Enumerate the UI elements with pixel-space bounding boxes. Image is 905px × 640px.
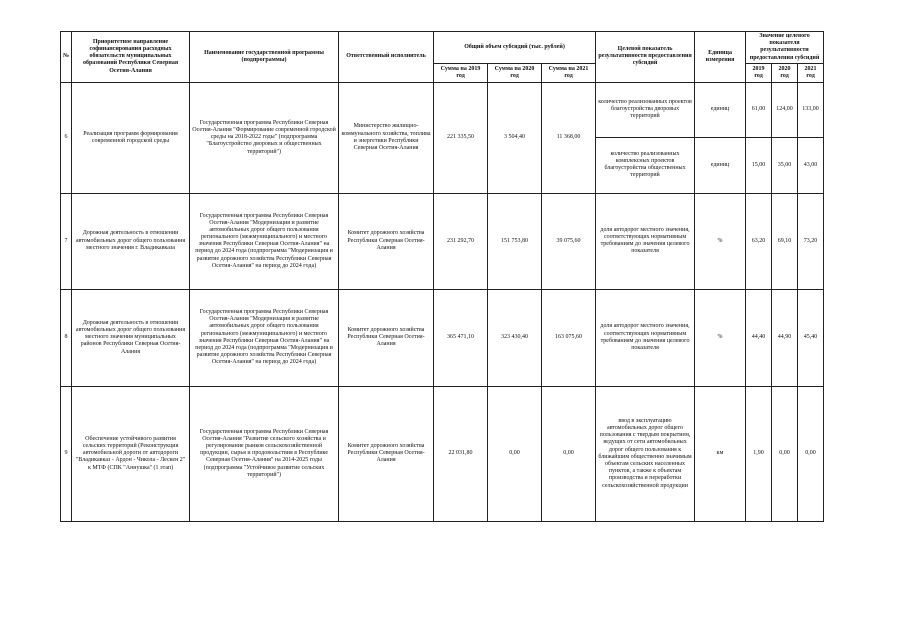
header-y2020: 2020 год — [772, 63, 798, 82]
row-program: Государственная программа Республики Северная Осетия-Алания "Модернизация и развитие автомобильных дорог общего пользования регионального (межмуниципального) и местного значения Республики Северная Осетия-Алания" на период до 2024 года (подпрограмма "Модернизация и развитие дорожного хозяйства Республики Северная Осетия-Алания" на период до 2024 года) — [190, 193, 339, 289]
row-program: Государственная программа Республики Северная Осетия-Алания "Модернизация и развитие автомобильных дорог общего пользования регионального (межмуниципального) и местного значения Республики Северная Осетия-Алания" на период до 2024 года (подпрограмма "Модернизация и развитие дорожного хозяйства Республики Северная Осетия-Алания" на период до 2024 года) — [190, 289, 339, 386]
row-unit: % — [695, 193, 746, 289]
row-sum2019: 22 031,80 — [434, 386, 488, 521]
row-executor: Комитет дорожного хозяйства Республики Северная Осетия-Алания — [339, 193, 434, 289]
row-v2019: 63,20 — [746, 193, 772, 289]
header-indicator: Целевой показатель результативности предоставления субсидий — [596, 32, 695, 83]
row-program: Государственная программа Республики Северная Осетия-Алания "Формирование современной городской среды на 2018-2022 годы" (подпрограмма "Благоустройство дворовых и общественных территорий") — [190, 82, 339, 193]
table-row — [61, 82, 824, 137]
row-sum2021: 11 368,00 — [542, 82, 596, 193]
row-v2021: 43,00 — [798, 137, 824, 193]
row-program: Государственная программа Республики Северная Осетия-Алания "Развитие сельского хозяйства и регулирование рынков сельскохозяйственной продукции, сырья и продовольствия в Республике Северная Осетия-Алания" на 2014-2025 годы (подпрограмма "Устойчивое развитие сельских территорий") — [190, 386, 339, 521]
row-executor: Комитет дорожного хозяйства Республики Северная Осетия-Алания — [339, 386, 434, 521]
row-sum2021: 0,00 — [542, 386, 596, 521]
row-indicator: доля автодорог местного значения, соответствующих нормативным требованиям до значения целевого показателя — [596, 193, 695, 289]
header-direction: Приоритетное направление софинансирования расходных обязательств муниципальных образований Республики Северная Осетия-Алания — [72, 32, 190, 83]
row-v2019: 61,00 — [746, 82, 772, 137]
header-y2019: 2019 год — [746, 63, 772, 82]
row-unit: % — [695, 289, 746, 386]
row-num: 9 — [61, 386, 72, 521]
row-direction: Реализация программ формирования современной городской среды — [72, 82, 190, 193]
row-v2019: 44,40 — [746, 289, 772, 386]
row-v2021: 133,00 — [798, 82, 824, 137]
row-unit: единиц — [695, 82, 746, 137]
subsidy-table — [60, 31, 824, 522]
row-num: 8 — [61, 289, 72, 386]
row-direction: Дорожная деятельность в отношении автомобильных дорог общего пользования местного значения муниципальных районов Республики Северная Осетия-Алания — [72, 289, 190, 386]
row-v2020: 69,10 — [772, 193, 798, 289]
row-executor: Министерство жилищно-коммунального хозяйства, топлива и энергетики Республики Северная Осетия-Алания — [339, 82, 434, 193]
row-unit: единиц — [695, 137, 746, 193]
row-direction: Дорожная деятельность в отношении автомобильных дорог общего пользования местного значения г. Владикавказа — [72, 193, 190, 289]
header-executor: Ответственный исполнитель — [339, 32, 434, 83]
row-indicator: доля автодорог местного значения, соответствующих нормативным требованиям до значения целевого показателя — [596, 289, 695, 386]
row-num: 7 — [61, 193, 72, 289]
row-v2021: 73,20 — [798, 193, 824, 289]
row-num: 6 — [61, 82, 72, 193]
table-row — [61, 386, 824, 521]
row-indicator: ввод в эксплуатацию автомобильных дорог общего пользования с твердым покрытием, ведущих от сети автомобильных дорог общего пользования к ближайшим общественно значимым объектам сельских населенных пунктов, а также к объектам производства и переработки сельскохозяйственной продукции — [596, 386, 695, 521]
header-sum2019: Сумма на 2019 год — [434, 63, 488, 82]
row-sum2021: 163 075,60 — [542, 289, 596, 386]
header-sum2020: Сумма на 2020 год — [488, 63, 542, 82]
header-y2021: 2021 год — [798, 63, 824, 82]
table-row — [61, 193, 824, 289]
row-v2019: 1,90 — [746, 386, 772, 521]
row-unit: км — [695, 386, 746, 521]
row-v2021: 45,40 — [798, 289, 824, 386]
table-row — [61, 289, 824, 386]
row-v2021: 0,00 — [798, 386, 824, 521]
row-indicator: количество реализованных проектов благоустройства дворовых территорий — [596, 82, 695, 137]
row-v2019: 15,00 — [746, 137, 772, 193]
row-indicator: количество реализованных комплексных проектов благоустройства общественных территорий — [596, 137, 695, 193]
header-num: № — [61, 32, 72, 83]
header-target: Значение целевого показателя результативности предоставления субсидий — [746, 32, 824, 64]
row-sum2021: 39 075,60 — [542, 193, 596, 289]
row-sum2020: 0,00 — [488, 386, 542, 521]
row-executor: Комитет дорожного хозяйства Республики Северная Осетия-Алания — [339, 289, 434, 386]
header-unit: Единица измерения — [695, 32, 746, 83]
row-v2020: 0,00 — [772, 386, 798, 521]
header-sum2021: Сумма на 2021 год — [542, 63, 596, 82]
row-sum2020: 3 504,40 — [488, 82, 542, 193]
row-sum2019: 365 471,10 — [434, 289, 488, 386]
row-sum2019: 231 292,70 — [434, 193, 488, 289]
header-program: Наименование государственной программы (подпрограммы) — [190, 32, 339, 83]
row-sum2020: 323 430,40 — [488, 289, 542, 386]
row-direction: Обеспечение устойчивого развития сельских территорий (Реконструкция автомобильной дороги от автодороги "Владикавказ - Ардон - Чикола - Лескен 2" к МТФ (СПК "Аннушка" (1 этап) — [72, 386, 190, 521]
table-header-row — [61, 32, 824, 64]
row-v2020: 35,00 — [772, 137, 798, 193]
row-sum2019: 221 335,50 — [434, 82, 488, 193]
row-v2020: 44,90 — [772, 289, 798, 386]
row-v2020: 124,00 — [772, 82, 798, 137]
header-total: Общий объем субсидий (тыс. рублей) — [434, 32, 596, 64]
row-sum2020: 151 753,80 — [488, 193, 542, 289]
